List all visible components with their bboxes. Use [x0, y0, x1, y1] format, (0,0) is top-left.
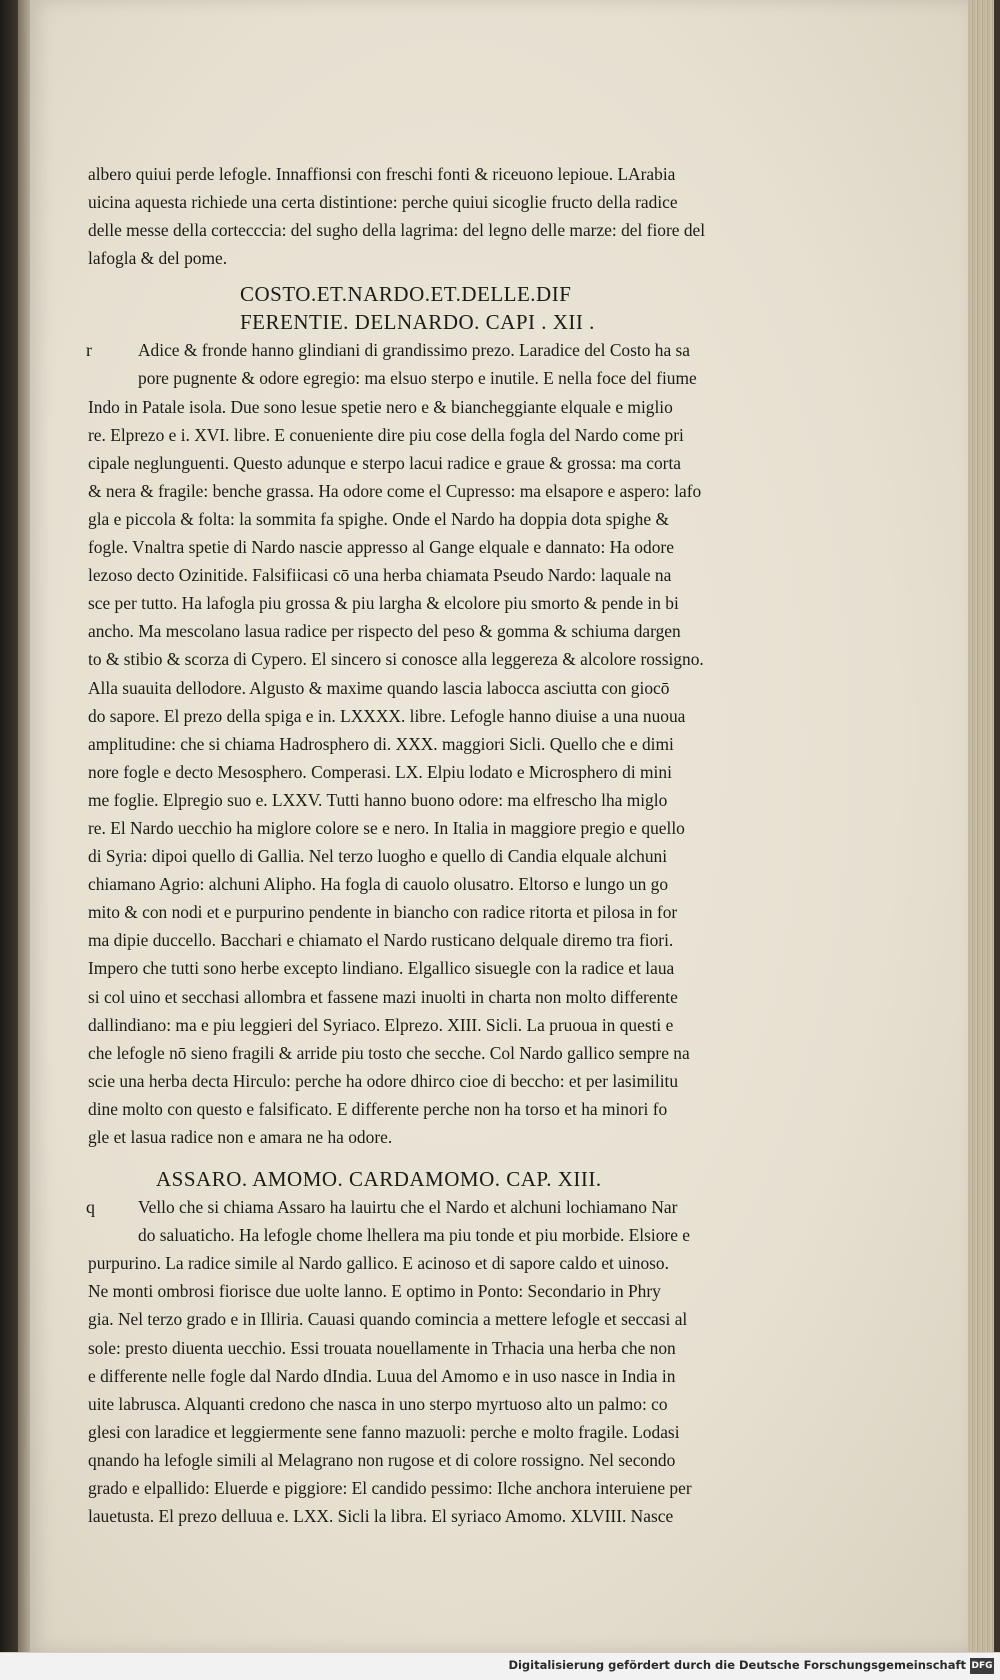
text-line: uicina aquesta richiede una certa distintione: perche quiui sicoglie fructo della radice	[88, 192, 678, 213]
text-line: purpurino. La radice simile al Nardo gallico. E acinoso et di sapore caldo et uinoso.	[88, 1253, 669, 1274]
page-text	[88, 160, 724, 1530]
chapter-13-body	[88, 1193, 724, 1530]
text-line: gla e piccola & folta: la sommita fa spighe. Onde el Nardo ha doppia dota spighe &	[88, 508, 669, 529]
text-line: Adice & fronde hanno glindiani di grandissimo prezo. Laradice del Costo ha sa	[138, 340, 690, 361]
text-line: delle messe della cortecccia: del sugho della lagrima: del legno delle marze: del fiore del	[88, 220, 706, 241]
text-line: glesi con laradice et leggiermente sene fanno mazuoli: perche e molto fragile. Lodasi	[88, 1421, 680, 1442]
text-line: gle et lasua radice non e amara ne ha odore.	[88, 1127, 393, 1147]
text-line: & nera & fragile: benche grassa. Ha odore come el Cupresso: ma elsapore e aspero: lafo	[88, 480, 702, 501]
dfg-logo: DFG	[970, 1658, 994, 1674]
text-line: ma dipie duccello. Bacchari e chiamato el Nardo rusticano delquale diremo tra fiori.	[88, 930, 674, 951]
text-line: re. El Nardo uecchio ha miglore colore se e nero. In Italia in maggiore pregio e quello	[88, 817, 685, 838]
intro-paragraph	[88, 160, 724, 272]
text-line: e differente nelle fogle dal Nardo dIndia. Luua del Amomo e in uso nasce in India in	[88, 1365, 676, 1386]
text-line: Impero che tutti sono herbe excepto lindiano. Elgallico sisuegle con la radice et laua	[88, 958, 675, 979]
text-line: do saluaticho. Ha lefogle chome lhellera ma piu tonde et piu morbide. Elsiore e	[138, 1225, 690, 1246]
text-line: grado e elpallido: Eluerde e piggiore: El candido pessimo: Ilche anchora interuiene per	[88, 1478, 692, 1499]
text-line: me foglie. Elpregio suo e. LXXV. Tutti hanno buono odore: ma elfrescho lha miglo	[88, 789, 668, 810]
text-line: lezoso decto Ozinitide. Falsifiicasi cō una herba chiamata Pseudo Nardo: laquale na	[88, 565, 672, 586]
text-line: uite labrusca. Alquanti credono che nasca in uno sterpo myrtuoso alto un palmo: co	[88, 1393, 668, 1414]
chapter-12-heading-line-2: FERENTIE. DELNARDO. CAPI . XII .	[240, 310, 595, 335]
chapter-12-body	[88, 336, 724, 1151]
text-line: di Syria: dipoi quello di Gallia. Nel terzo luogho e quello di Candia elquale alchuni	[88, 846, 668, 867]
chapter-13-heading: ASSARO. AMOMO. CARDAMOMO. CAP. XIII.	[156, 1167, 602, 1192]
text-line: chiamano Agrio: alchuni Alipho. Ha fogla di cauolo olusatro. Eltorso e lungo un go	[88, 874, 669, 895]
text-line: pore pugnente & odore egregio: ma elsuo sterpo e inutile. E nella foce del fiume	[138, 368, 697, 389]
text-line: fogle. Vnaltra spetie di Nardo nascie appresso al Gange elquale e dannato: Ha odore	[88, 537, 674, 558]
text-line: scie una herba decta Hirculo: perche ha odore dhirco cioe di beccho: et per lasimilitu	[88, 1070, 679, 1091]
chapter-12-initial-guide-letter: r	[86, 340, 92, 361]
text-line: che lefogle nō sieno fragili & arride piu tosto che secche. Col Nardo gallico sempre na	[88, 1042, 690, 1063]
text-line: dallindiano: ma e piu leggieri del Syriaco. Elprezo. XIII. Sicli. La pruoua in questi e	[88, 1014, 674, 1035]
text-line: lauetusta. El prezo delluua e. LXX. Sicli la libra. El syriaco Amomo. XLVIII. Nasce	[88, 1506, 674, 1527]
text-line: albero quiui perde lefogle. Innaffionsi con freschi fonti & riceuono lepioue. LArabia	[88, 164, 676, 184]
chapter-12-heading-line-1: COSTO.ET.NARDO.ET.DELLE.DIF	[240, 282, 572, 307]
text-line: qnando ha lefogle simili al Melagrano non rugose et di colore rossigno. Nel secondo	[88, 1449, 676, 1470]
book-binding-left	[0, 0, 18, 1652]
text-line: gia. Nel terzo grado e in Illiria. Cauasi quando comincia a mettere lefogle et seccasi al	[88, 1309, 688, 1330]
text-line: Vello che si chiama Assaro ha lauirtu che el Nardo et alchuni lochiamano Nar	[138, 1197, 678, 1218]
page-block-edge	[968, 0, 1000, 1652]
text-line: do sapore. El prezo della spiga e in. LXXXX. libre. Lefogle hanno diuise a una nuoua	[88, 705, 686, 726]
text-line: sole: presto diuenta uecchio. Essi trouata nouellamente in Trhacia una herba che non	[88, 1337, 676, 1358]
text-line: re. Elprezo e i. XVI. libre. E conueniente dire piu cose della fogla del Nardo come pri	[88, 424, 684, 445]
text-line: ancho. Ma mescolano lasua radice per rispecto del peso & gomma & schiuma dargen	[88, 621, 681, 642]
text-line: nore fogle e decto Mesosphero. Comperasi. LX. Elpiu lodato e Microsphero di mini	[88, 761, 672, 782]
text-line: Alla suauita dellodore. Algusto & maxime quando lascia labocca asciutta con giocō	[88, 677, 670, 698]
text-line: sce per tutto. Ha lafogla piu grossa & piu largha & elcolore piu smorto & pende in bi	[88, 593, 679, 614]
text-line: mito & con nodi et e purpurino pendente in biancho con radice ritorta et pilosa in for	[88, 902, 678, 923]
text-line: Ne monti ombrosi fiorisce due uolte lanno. E optimo in Ponto: Secondario in Phry	[88, 1281, 661, 1302]
text-line: cipale neglunguenti. Questo adunque e sterpo lacui radice e graue & grossa: ma corta	[88, 452, 681, 473]
text-line: Indo in Patale isola. Due sono lesue spetie nero e & biancheggiante elquale e miglio	[88, 396, 673, 417]
funding-credit: Digitalisierung gefördert durch die Deutsche Forschungsgemeinschaft	[508, 1658, 966, 1672]
chapter-13-initial-guide-letter: q	[86, 1197, 95, 1218]
text-line: dine molto con questo e falsificato. E differente perche non ha torso et ha minori fo	[88, 1098, 668, 1119]
text-line: to & stibio & scorza di Cypero. El sincero si conosce alla leggereza & alcolore rossigno.	[88, 649, 704, 670]
text-line: si col uino et secchasi allombra et fassene mazi inuolti in charta non molto differente	[88, 986, 678, 1007]
text-line: amplitudine: che si chiama Hadrosphero di. XXX. maggiori Sicli. Quello che e dimi	[88, 733, 674, 754]
digitization-footer	[0, 1652, 1000, 1680]
text-line: lafogla & del pome.	[88, 248, 228, 269]
